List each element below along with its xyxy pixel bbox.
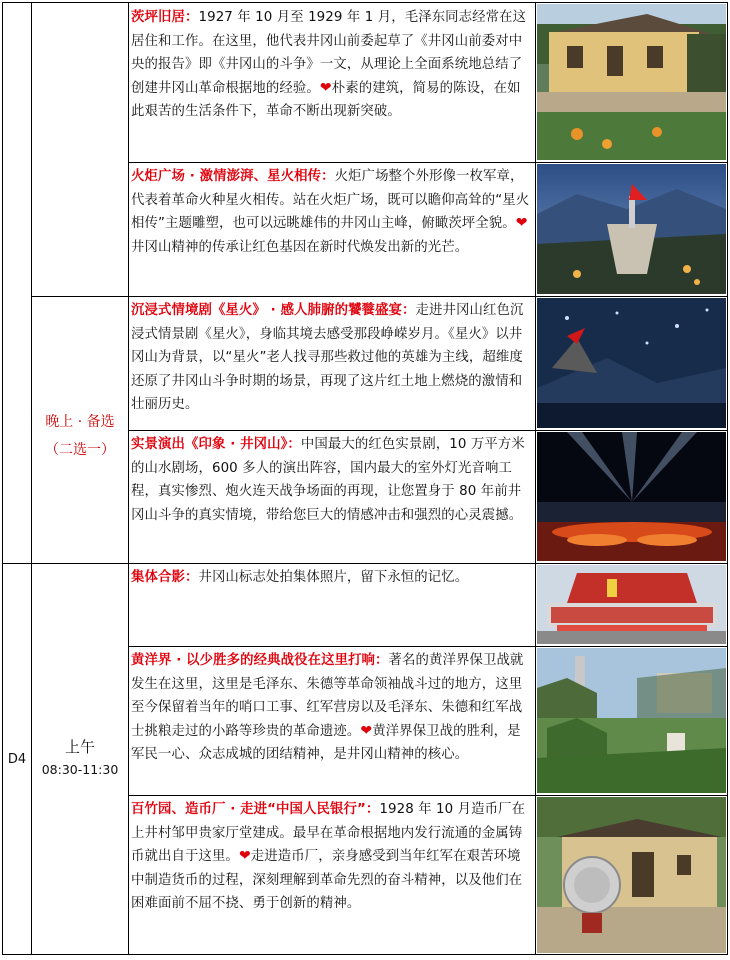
row-title: 实景演出《印象 · 井冈山》： [131, 437, 301, 452]
row-body: 井冈山标志处拍集体照片，留下永恒的记忆。 [198, 570, 469, 585]
huangyangjie-monument-photo [537, 648, 726, 793]
time-range: 08:30-11:30 [41, 762, 119, 777]
row-extra: 朴素的建筑，简易的陈设，在如此艰苦的生活条件下，革命不断出现新突破。 [131, 80, 521, 120]
row-title: 黄洋界 · 以少胜多的经典战役在这里打响： [131, 653, 389, 668]
row-torch-square [131, 165, 533, 259]
period-label: 上午 [64, 738, 95, 756]
row-body: 火炬广场整个外形像一枚军章，代表着革命火种星火相传。站在火炬广场，既可以瞻仰高耸的“星火相传”主题雕塑，也可以远眺雄伟的井冈山主峰，俯瞰茨坪全貌。 [131, 169, 530, 232]
row-sep-1 [128, 162, 728, 163]
row-extra: 井冈山精神的传承让红色基因在新时代焕发出新的光芒。 [131, 239, 469, 255]
row-extra: 黄洋界保卫战的胜利，是军民一心、众志成城的团结精神，是井冈山精神的核心。 [131, 723, 521, 763]
row-body: 1927 年 10 月至 1929 年 1 月，毛泽东同志经常在这居住和工作。在这里，他代表井冈山前委起草了《井冈山前委对中央的报告》即《井冈山的斗争》一文，从理论上全面系统地总结了创建井冈山革命根据地的经验。 [131, 10, 527, 96]
col-sep-2 [128, 2, 129, 955]
impression-jinggangshan-show-photo [537, 432, 726, 561]
table-border-left [2, 2, 3, 955]
torch-square-night-photo [537, 164, 726, 294]
table-border-right [727, 2, 728, 955]
maozedong-former-residence-photo [537, 4, 726, 160]
row-title: 沉浸式情境剧《星火》 · 感人肺腑的饕餮盛宴： [131, 303, 416, 318]
row-sep-5 [128, 646, 728, 647]
row-sep-4 [2, 563, 728, 564]
row-mint-factory [131, 798, 533, 916]
table-border-bottom [2, 954, 728, 955]
col-sep-3 [535, 2, 536, 955]
evening-option-label: 晚上 · 备选 [45, 414, 115, 430]
row-sep-6 [128, 795, 728, 796]
col-sep-1 [31, 2, 32, 955]
xinghuo-drama-stage-photo [537, 298, 726, 428]
row-sep-2 [31, 296, 728, 297]
row-title: 火炬广场 · 激情澎湃、星火相传： [131, 169, 335, 184]
row-body: 走进井冈山红色沉浸式情景剧《星火》，身临其境去感受那段峥嵘岁月。《星火》以井冈山为背景，以“星火”老人找寻那些救过他的英雄为主线，超维度还原了井冈山斗争时期的场景，再现了这片红土地上燃烧的激情和壮丽历史。 [131, 303, 524, 413]
table-border-top [2, 2, 728, 3]
row-sep-3 [128, 430, 728, 431]
group-photo-landmark [537, 565, 726, 644]
row-xinghuo-drama [131, 299, 533, 417]
row-body: 1928 年 10 月造币厂在上井村邹甲贵家厅堂建成。最早在革命根据地内发行流通的金属铸币就出自于这里。 [131, 802, 526, 865]
row-body: 中国最大的红色实景剧，10 万平方米的山水剧场，600 多人的演出阵容，国内最大的室外灯光音响工程，真实惨烈、炮火连天战争场面的再现，让您置身于 80 年前井冈山斗争的真实情境，带给您巨大的情感冲击和强烈的心灵震撼。 [131, 437, 525, 523]
heart-icon: ❤ [360, 722, 373, 739]
row-group-photo [131, 566, 533, 590]
evening-option-sub: （二选一） [45, 442, 115, 458]
row-title: 集体合影： [131, 570, 199, 585]
mint-factory-coin-photo [537, 797, 726, 953]
row-title: 茨坪旧居： [131, 10, 199, 25]
heart-icon: ❤ [319, 79, 332, 96]
day-label: D4 [7, 752, 27, 767]
morning-label [32, 734, 128, 780]
row-title: 百竹园、造币厂 · 走进“中国人民银行”： [131, 802, 380, 817]
row-body: 著名的黄洋界保卫战就发生在这里，这里是毛泽东、朱德等革命领袖战斗过的地方，这里至今保留着当年的哨口工事、红军营房以及毛泽东、朱德和红军战士挑粮走过的小路等珍贵的革命遗迹。 [131, 653, 524, 739]
row-maozedong-residence [131, 6, 533, 124]
row-impression-show [131, 433, 533, 527]
heart-icon: ❤ [238, 848, 251, 865]
heart-icon: ❤ [515, 215, 528, 232]
evening-label [32, 408, 128, 464]
row-extra: 走进造币厂，亲身感受到当年红军在艰苦环境中制造货币的过程，深刻理解到革命先烈的奋斗精神，以及他们在困难面前不屈不挠、勇于创新的精神。 [131, 849, 523, 912]
row-huangyangjie [131, 649, 533, 767]
